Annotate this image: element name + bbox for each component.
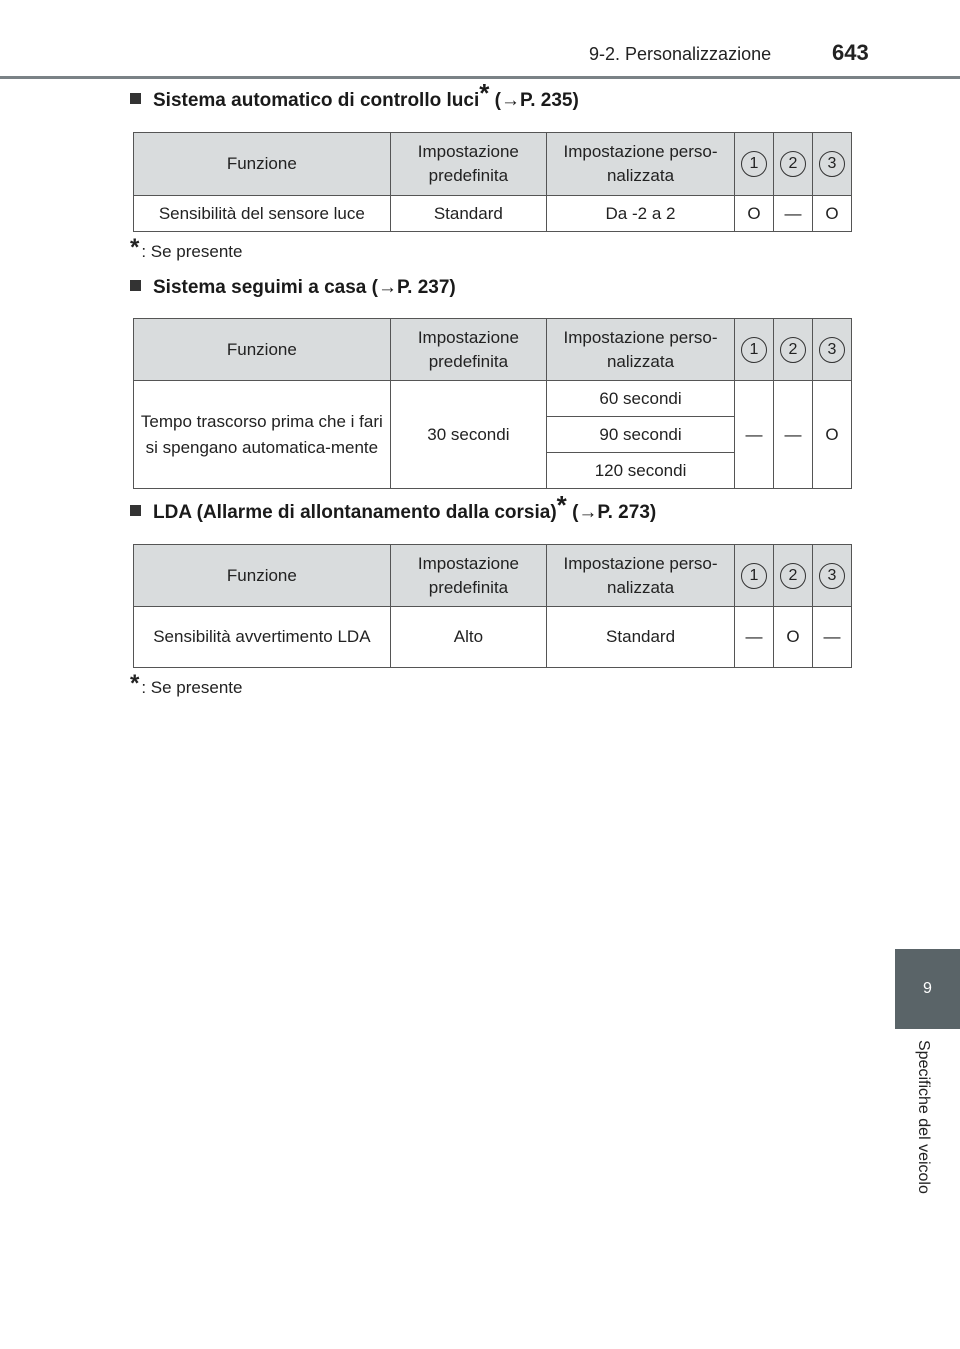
footnote: * : Se presente <box>130 234 243 261</box>
table-row: 90 secondi <box>134 417 852 453</box>
table-lda <box>133 544 852 668</box>
col-personalizzata: Impostazione perso-nalizzata <box>547 545 735 607</box>
col-mode-2: 2 <box>773 545 812 607</box>
square-bullet-icon <box>130 280 141 291</box>
section-header: 9-2. Personalizzazione <box>589 44 772 64</box>
table-seguimi <box>133 318 852 489</box>
table-row: Tempo trascorso prima che i fari si spengano automatica-mente 30 secondi 60 secondi — — O <box>134 381 852 417</box>
col-personalizzata: Impostazione perso-nalizzata <box>547 133 735 196</box>
col-funzione: Funzione <box>134 133 391 196</box>
section-title-seguimi: Sistema seguimi a casa (→P. 237) <box>130 277 456 299</box>
page-number: 643 <box>832 40 869 65</box>
col-mode-1: 1 <box>734 545 773 607</box>
asterisk-icon: * <box>479 78 490 108</box>
col-mode-2: 2 <box>773 319 812 381</box>
table-luci <box>133 132 852 232</box>
chapter-number: 9 <box>923 980 932 997</box>
section-title-lda: LDA (Allarme di allontanamento dalla corsia)* (→P. 273) <box>130 502 656 524</box>
asterisk-icon: * <box>556 490 567 520</box>
col-mode-2: 2 <box>773 133 812 196</box>
col-mode-3: 3 <box>812 133 851 196</box>
col-personalizzata: Impostazione perso-nalizzata <box>547 319 735 381</box>
square-bullet-icon <box>130 93 141 104</box>
col-predefinita: Impostazione predefinita <box>390 133 546 196</box>
asterisk-icon: * <box>130 670 140 697</box>
col-funzione: Funzione <box>134 545 391 607</box>
asterisk-icon: * <box>130 234 140 261</box>
col-predefinita: Impostazione predefinita <box>390 319 546 381</box>
col-predefinita: Impostazione predefinita <box>390 545 546 607</box>
square-bullet-icon <box>130 505 141 516</box>
section-title-luci: Sistema automatico di controllo luci* (→P. 235) <box>130 90 579 112</box>
col-mode-1: 1 <box>734 319 773 381</box>
col-mode-1: 1 <box>734 133 773 196</box>
table-row: Sensibilità del sensore luce Standard Da -2 a 2 O — O <box>134 196 852 232</box>
col-mode-3: 3 <box>812 319 851 381</box>
table-row: 120 secondi <box>134 453 852 489</box>
chapter-tab <box>895 949 960 1029</box>
col-mode-3: 3 <box>812 545 851 607</box>
table-row: Sensibilità avvertimento LDA Alto Standard — O — <box>134 607 852 668</box>
col-funzione: Funzione <box>134 319 391 381</box>
footnote: * : Se presente <box>130 670 243 697</box>
chapter-title: Specifiche del veicolo <box>915 1040 932 1194</box>
